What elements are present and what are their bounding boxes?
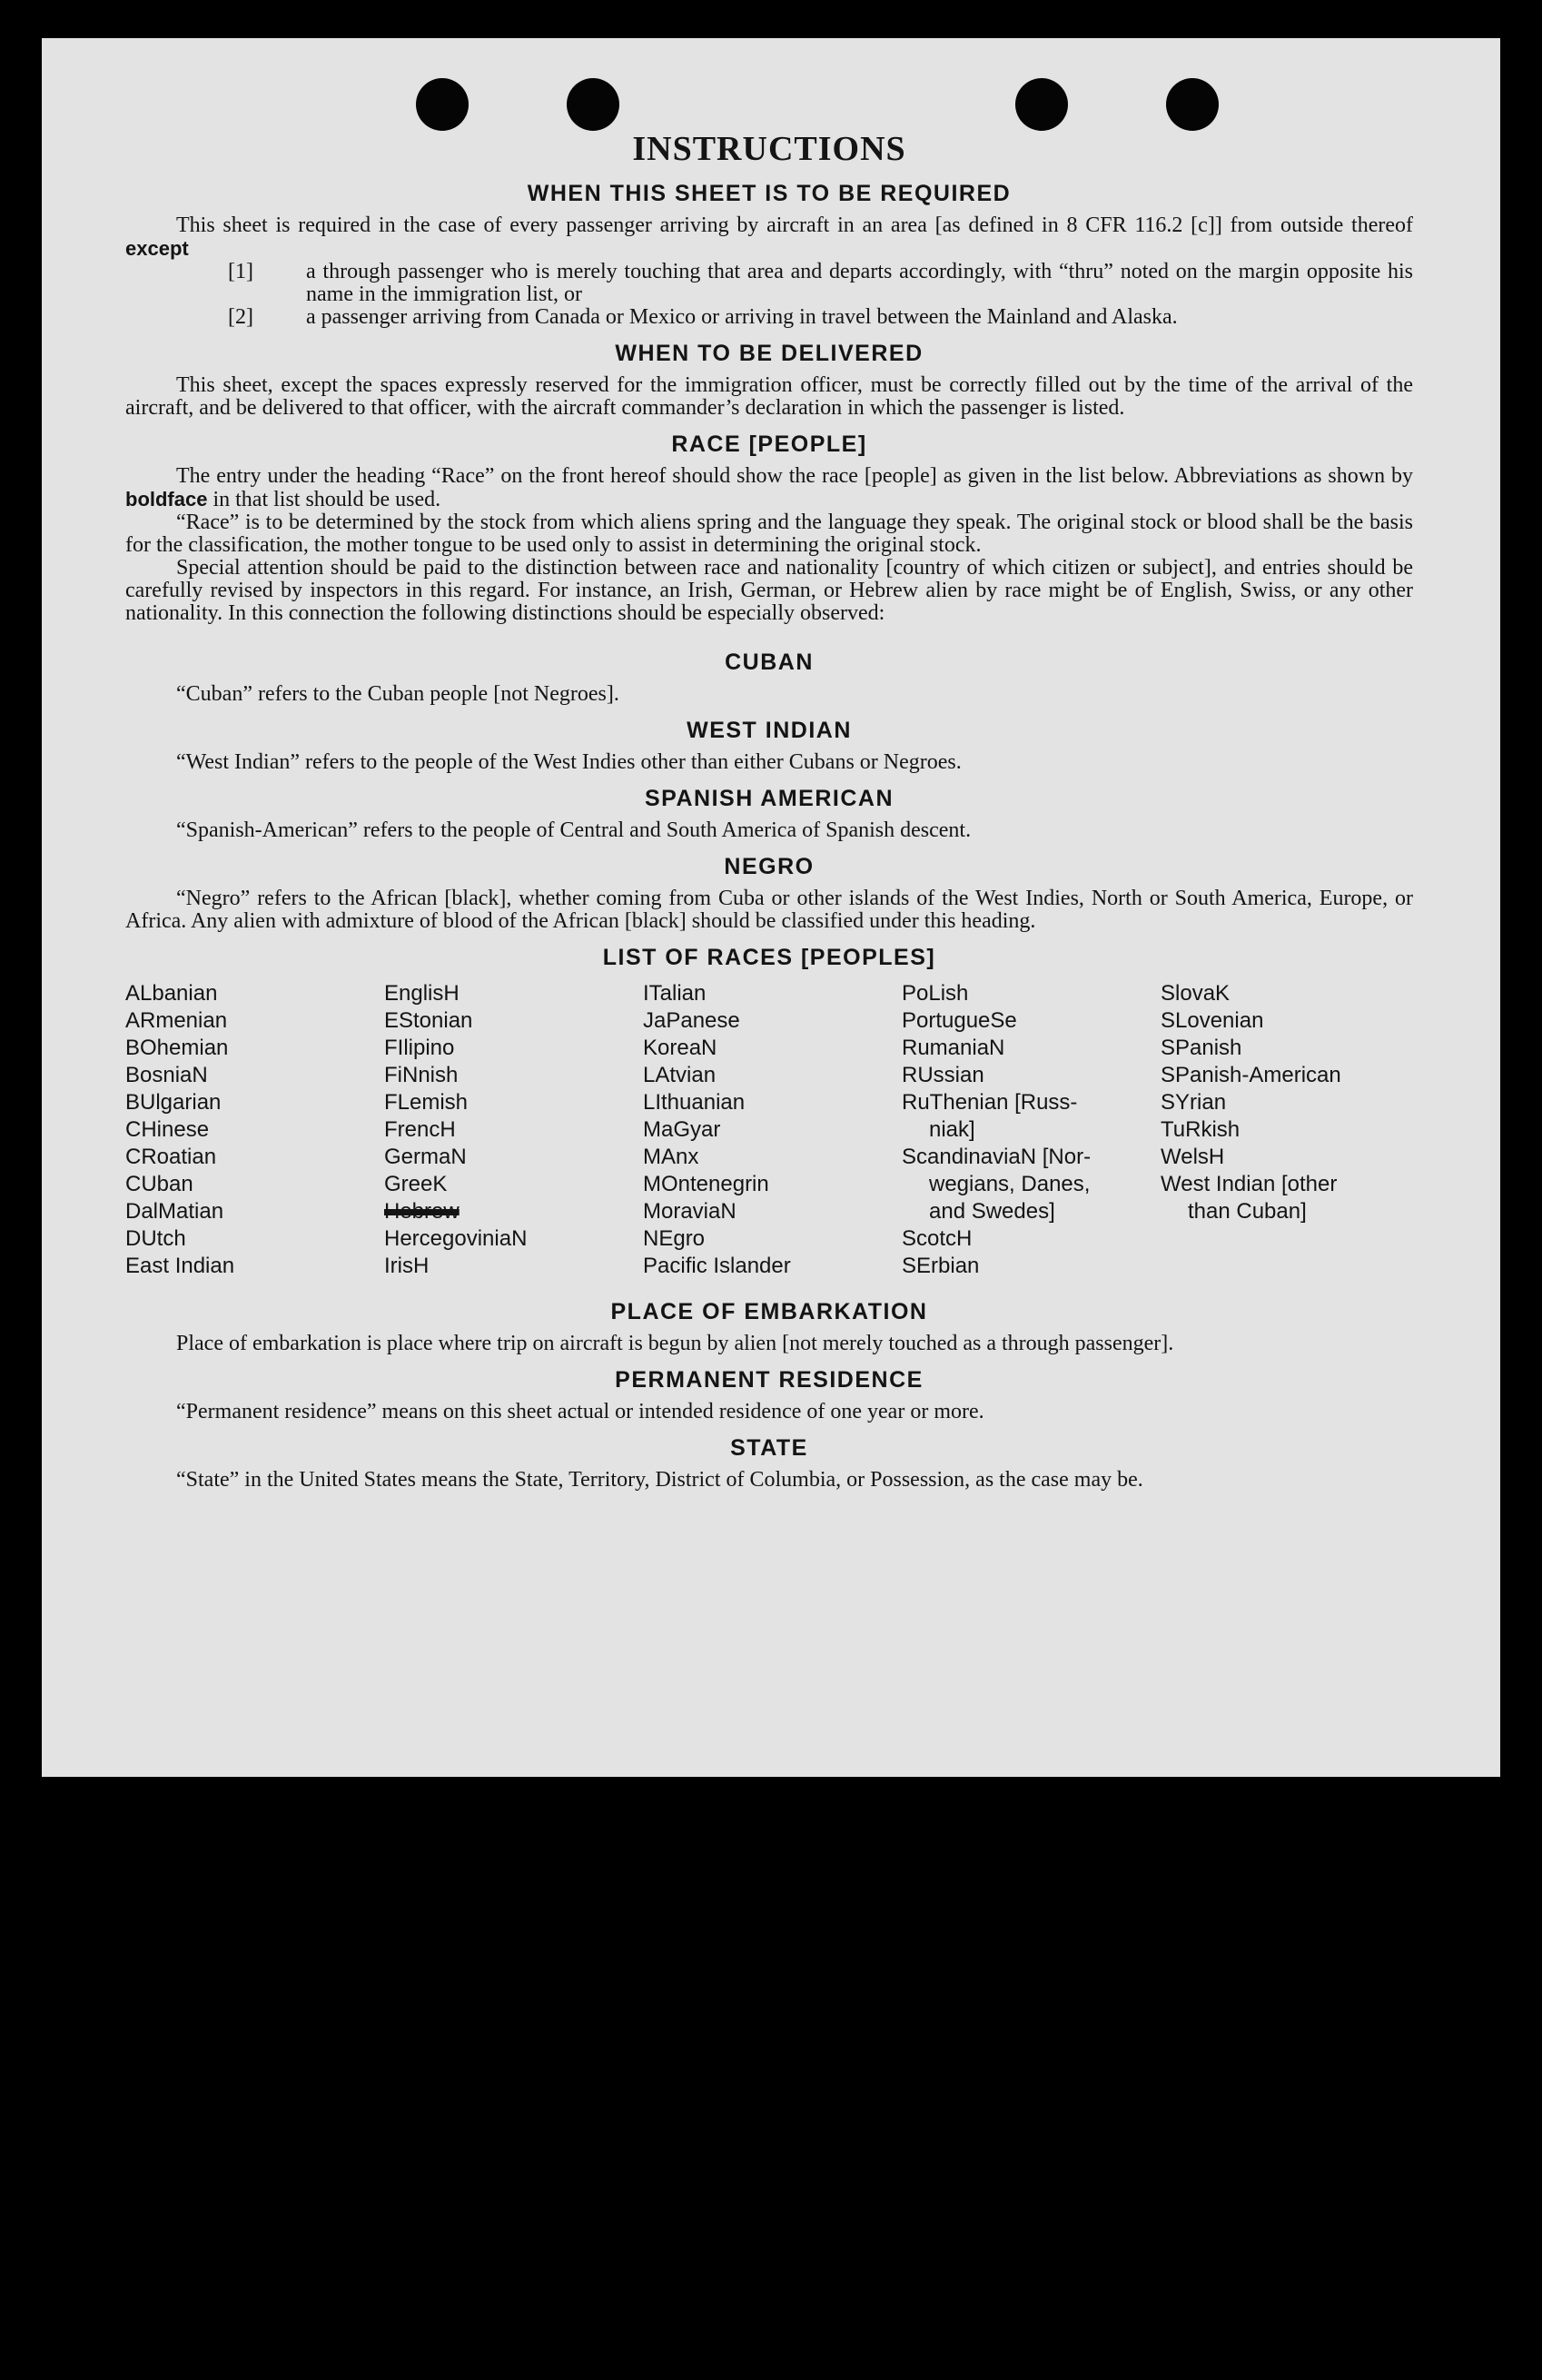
section-heading-list-of-races: LIST OF RACES [PEOPLES] bbox=[602, 945, 936, 970]
race-entry: CRoatian bbox=[125, 1145, 217, 1169]
punch-hole bbox=[567, 78, 619, 131]
page-title: INSTRUCTIONS bbox=[632, 130, 906, 168]
race-entry: RuThenian [Russ- bbox=[902, 1090, 1078, 1115]
paragraph-race-2: “Race” is to be determined by the stock from which aliens spring and the language they speak. The original stock or blood shall be the basis for the classification, the mother tongue to be used only to assist in determining the original stock. bbox=[125, 511, 1413, 557]
race-entry-continued: wegians, Danes, bbox=[929, 1172, 1091, 1196]
document-sheet bbox=[42, 38, 1500, 1777]
race-entry: NEgro bbox=[643, 1226, 706, 1251]
race-entry: PoLish bbox=[902, 981, 969, 1006]
race-entry: TuRkish bbox=[1161, 1117, 1241, 1142]
races-column bbox=[384, 980, 637, 1280]
section-heading-cuban: CUBAN bbox=[725, 650, 814, 675]
paragraph-negro: “Negro” refers to the African [black], whether coming from Cuba or other islands of the West Indies, North or South America, Europe, or Africa. Any alien with admixture of blood of the African [black] should be classified under this heading. bbox=[125, 887, 1413, 933]
race-entry: LIthuanian bbox=[643, 1090, 746, 1115]
race-entry-continued: niak] bbox=[929, 1117, 975, 1142]
section-heading-permanent-residence: PERMANENT RESIDENCE bbox=[615, 1367, 924, 1393]
section-heading-required: WHEN THIS SHEET IS TO BE REQUIRED bbox=[527, 181, 1012, 206]
races-table bbox=[125, 980, 1413, 1280]
race-entry: SErbian bbox=[902, 1254, 980, 1278]
list-item bbox=[125, 261, 1413, 306]
section-heading-delivered: WHEN TO BE DELIVERED bbox=[615, 341, 924, 366]
race-entry-continued: than Cuban] bbox=[1188, 1199, 1307, 1224]
section-heading-spanish-american: SPANISH AMERICAN bbox=[644, 786, 894, 811]
section-heading-negro: NEGRO bbox=[724, 854, 815, 879]
race-entry: FrencH bbox=[384, 1117, 456, 1142]
race-entry: CHinese bbox=[125, 1117, 210, 1142]
section-heading-race: RACE [PEOPLE] bbox=[671, 431, 867, 457]
bold-boldface: boldface bbox=[125, 488, 208, 511]
race-entry: Pacific Islander bbox=[643, 1254, 791, 1278]
paragraph-cuban: “Cuban” refers to the Cuban people [not Negroes]. bbox=[176, 682, 619, 706]
race-entry: BOhemian bbox=[125, 1036, 229, 1060]
race-entry: ITalian bbox=[643, 981, 707, 1006]
race-entry: MOntenegrin bbox=[643, 1172, 769, 1196]
paragraph-state: “State” in the United States means the State, Territory, District of Columbia, or Possession, as the case may be. bbox=[176, 1468, 1143, 1492]
race-entry: SPanish-American bbox=[1161, 1063, 1341, 1087]
item-text: a through passenger who is merely touching that area and departs accordingly, with “thru” noted on the margin opposite his name in the immigration list, or bbox=[306, 260, 1413, 306]
race-entry: East Indian bbox=[125, 1254, 235, 1278]
paragraph-permanent-residence: “Permanent residence” means on this sheet actual or intended residence of one year or more. bbox=[176, 1400, 984, 1423]
exception-list bbox=[125, 261, 1413, 329]
paragraph-embarkation: Place of embarkation is place where trip on aircraft is begun by alien [not merely touched as a through passenger]. bbox=[176, 1332, 1174, 1355]
race-entry: ARmenian bbox=[125, 1008, 228, 1033]
races-column bbox=[902, 980, 1154, 1280]
item-number: [1] bbox=[228, 260, 253, 283]
item-number: [2] bbox=[228, 305, 253, 329]
race-entry: RUssian bbox=[902, 1063, 984, 1087]
instructions-content bbox=[125, 129, 1413, 1492]
race-entry: KoreaN bbox=[643, 1036, 717, 1060]
bold-except: except bbox=[125, 237, 189, 260]
race-entry: ScandinaviaN [Nor- bbox=[902, 1145, 1092, 1169]
race-entry: GermaN bbox=[384, 1145, 467, 1169]
race-entry: West Indian [other bbox=[1161, 1172, 1338, 1196]
race-entry: PortugueSe bbox=[902, 1008, 1017, 1033]
paragraph-race-3: Special attention should be paid to the distinction between race and nationality [country of which citizen or subject], and entries should be carefully revised by inspectors in this regard. For instance, an Irish, German, or Hebrew alien by race might be of English, Swiss, or any other nationality. In this connection the following distinctions should be especially observed: bbox=[125, 556, 1413, 625]
race-entry: FLemish bbox=[384, 1090, 469, 1115]
punch-hole bbox=[416, 78, 469, 131]
paragraph-race-1 bbox=[125, 465, 1413, 511]
race-entry: WelsH bbox=[1161, 1145, 1225, 1169]
race-entry: BUlgarian bbox=[125, 1090, 222, 1115]
race-entry: RumaniaN bbox=[902, 1036, 1005, 1060]
race-entry: DUtch bbox=[125, 1226, 186, 1251]
paragraph-text: in that list should be used. bbox=[213, 488, 441, 511]
race-entry: EnglisH bbox=[384, 981, 460, 1006]
race-entry: EStonian bbox=[384, 1008, 473, 1033]
section-heading-west-indian: WEST INDIAN bbox=[687, 718, 852, 743]
paragraph-spanish-american: “Spanish-American” refers to the people of Central and South America of Spanish descent. bbox=[176, 818, 972, 842]
race-entry: CUban bbox=[125, 1172, 193, 1196]
race-entry: ScotcH bbox=[902, 1226, 973, 1251]
punch-hole bbox=[1015, 78, 1068, 131]
race-entry: HercegoviniaN bbox=[384, 1226, 528, 1251]
race-entry: SPanish bbox=[1161, 1036, 1242, 1060]
race-entry: MoraviaN bbox=[643, 1199, 736, 1224]
list-item bbox=[125, 306, 1413, 329]
race-entry: FIlipino bbox=[384, 1036, 455, 1060]
race-entry: FiNnish bbox=[384, 1063, 459, 1087]
paragraph-delivered: This sheet, except the spaces expressly reserved for the immigration officer, must be correctly filled out by the time of the arrival of the aircraft, and be delivered to that officer, with the aircraft commander’s declaration in which the passenger is listed. bbox=[125, 373, 1413, 420]
race-entry: SlovaK bbox=[1161, 981, 1231, 1006]
race-entry: SLovenian bbox=[1161, 1008, 1264, 1033]
race-entry: BosniaN bbox=[125, 1063, 208, 1087]
race-entry: MAnx bbox=[643, 1145, 699, 1169]
paragraph-required bbox=[125, 214, 1413, 261]
races-column bbox=[125, 980, 378, 1280]
race-entry: DalMatian bbox=[125, 1199, 224, 1224]
race-entry: SYrian bbox=[1161, 1090, 1227, 1115]
section-heading-embarkation: PLACE OF EMBARKATION bbox=[610, 1299, 928, 1324]
race-entry: IrisH bbox=[384, 1254, 430, 1278]
races-column bbox=[643, 980, 895, 1280]
paragraph-west-indian: “West Indian” refers to the people of the West Indies other than either Cubans or Negroes. bbox=[176, 750, 962, 774]
race-entry-struck: Hebrew bbox=[384, 1199, 460, 1224]
race-entry-continued: and Swedes] bbox=[929, 1199, 1055, 1224]
races-column bbox=[1161, 980, 1413, 1280]
race-entry: GreeK bbox=[384, 1172, 448, 1196]
section-heading-state: STATE bbox=[730, 1435, 808, 1461]
item-text: a passenger arriving from Canada or Mexico or arriving in travel between the Mainland and Alaska. bbox=[306, 305, 1178, 329]
race-entry: JaPanese bbox=[643, 1008, 740, 1033]
race-entry: ALbanian bbox=[125, 981, 218, 1006]
race-entry: MaGyar bbox=[643, 1117, 721, 1142]
paragraph-text: This sheet is required in the case of every passenger arriving by aircraft in an area [as defined in 8 CFR 116.2 [c]] from outside thereof bbox=[176, 213, 1413, 237]
punch-hole bbox=[1166, 78, 1219, 131]
paragraph-text: The entry under the heading “Race” on the front hereof should show the race [people] as given in the list below. Abbreviations as shown by bbox=[176, 464, 1413, 488]
race-entry: LAtvian bbox=[643, 1063, 717, 1087]
